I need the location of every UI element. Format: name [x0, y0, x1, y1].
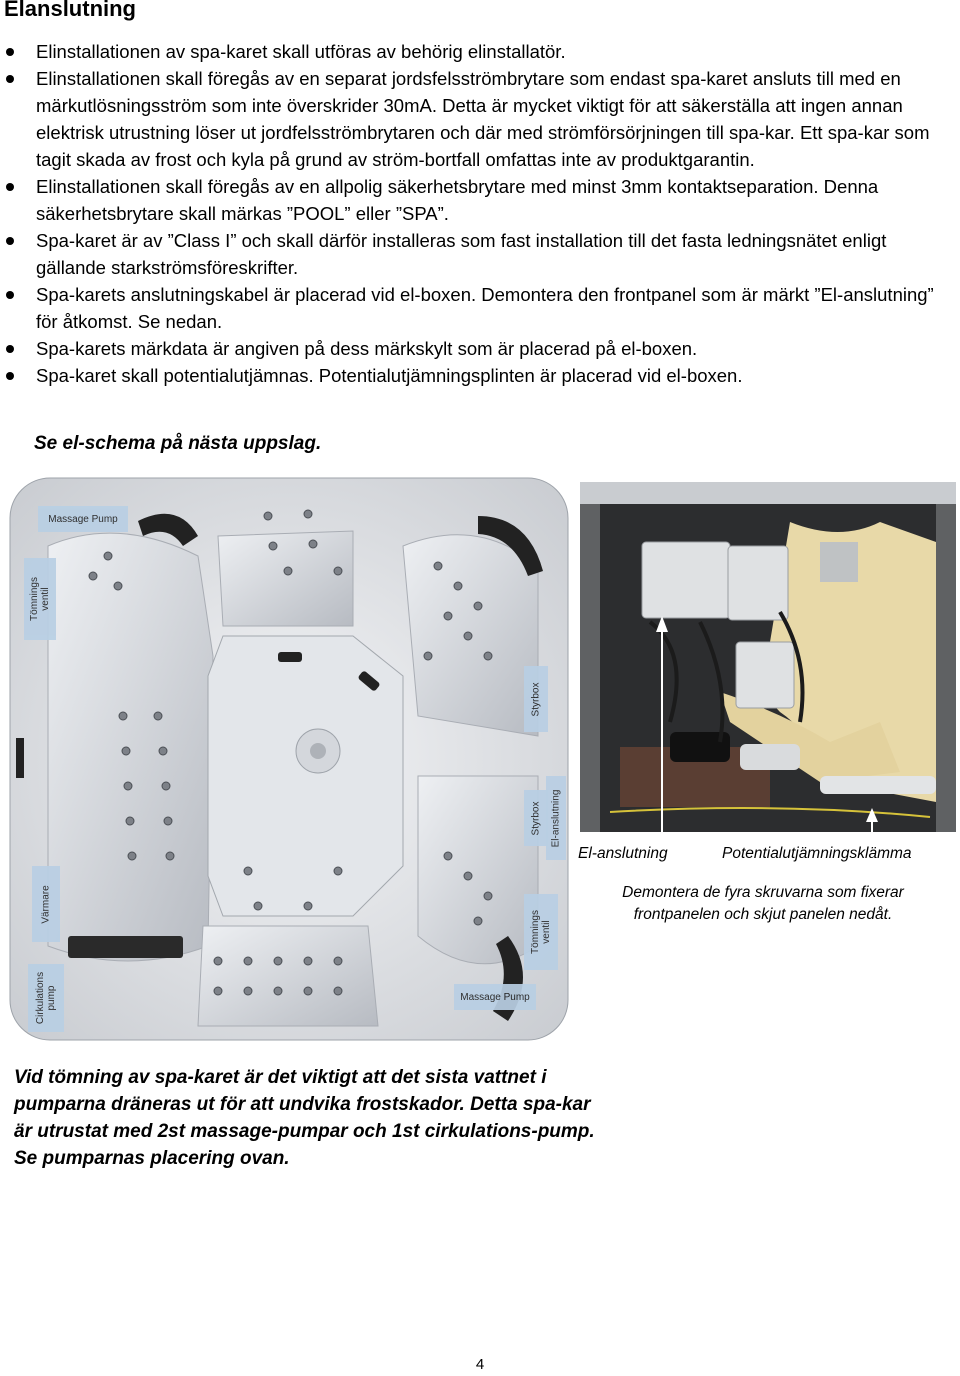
requirements-list: [36, 38, 941, 389]
drain-valve-right-label: Tömnings ventil: [524, 894, 558, 970]
bullet-icon: [6, 48, 14, 56]
el-anslutning-caption: El-anslutning: [578, 845, 668, 862]
drain-warning-note: Vid tömning av spa-karet är det viktigt att det sista vattnet i pumparna dräneras ut för att undvika frostskador. Detta spa-kar är utrustat med 2st massage-pumpar och 1st cirkulations-pump. Se pumparnas placering ovan.: [14, 1067, 595, 1169]
list-item: Spa-karets anslutningskabel är placerad vid el-boxen. Demontera den frontpanel som är märkt ”El-anslutning” för åtkomst. Se nedan.: [36, 281, 941, 335]
circulation-pump-label: Cirkulations pump: [28, 964, 64, 1032]
bullet-icon: [6, 237, 14, 245]
see-next-note: Se el-schema på nästa uppslag.: [34, 433, 322, 454]
panel-removal-instruction: Demontera de fyra skruvarna som fixerar frontpanelen och skjut panelen nedåt.: [622, 884, 904, 923]
bullet-icon: [6, 183, 14, 191]
spa-shell-illustration: [8, 476, 570, 1042]
list-item: Elinstallationen skall föregås av en separat jordsfelsströmbrytare som endast spa-karet ansluts till med en märkutlösningsström som inte överskrider 30mA. Detta är mycket viktigt för att säkerställa att ingen annan elektrisk utrustning löser ut jordfelsströmbrytaren och där med strömförsörjningen till spa-kar. Ett spa-kar som tagit skada av frost och kyla på grund av ström-bortfall omfattas inte av produktgarantin.: [36, 65, 941, 173]
list-item: Elinstallationen skall föregås av en allpolig säkerhetsbrytare med minst 3mm kontaktseparation. Denna säkerhetsbrytare skall märkas ”POOL” eller ”SPA”.: [36, 173, 941, 227]
spa-top-view-image: [8, 476, 570, 1042]
list-item: Spa-karets märkdata är angiven på dess märkskylt som är placerad på el-boxen.: [36, 335, 941, 362]
electrical-box-illustration: [580, 482, 956, 832]
potential-clamp-caption: Potentialutjämningsklämma: [722, 845, 912, 862]
massage-pump-top-label: Massage Pump: [38, 506, 128, 532]
heater-label: Värmare: [32, 866, 60, 942]
electrical-box-photo: [580, 482, 956, 832]
list-item: Elinstallationen av spa-karet skall utföras av behörig elinstallatör.: [36, 38, 941, 65]
page-number: 4: [475, 1356, 485, 1373]
control-box-bottom-label: Styrbox: [524, 790, 548, 846]
bullet-icon: [6, 372, 14, 380]
drain-valve-left-label: Tömnings ventil: [24, 558, 56, 640]
bullet-icon: [6, 345, 14, 353]
bullet-icon: [6, 75, 14, 83]
control-box-top-label: Styrbox: [524, 666, 548, 732]
massage-pump-bottom-label: Massage Pump: [454, 984, 536, 1010]
bullet-icon: [6, 291, 14, 299]
electric-connection-label: El-anslutning: [546, 776, 566, 860]
list-item: Spa-karet skall potentialutjämnas. Potentialutjämningsplinten är placerad vid el-boxen.: [36, 362, 941, 389]
list-item: Spa-karet är av ”Class I” och skall därför installeras som fast installation till det fasta ledningsnätet enligt gällande starkströmsföreskrifter.: [36, 227, 941, 281]
section-heading: Elanslutning: [4, 0, 136, 21]
